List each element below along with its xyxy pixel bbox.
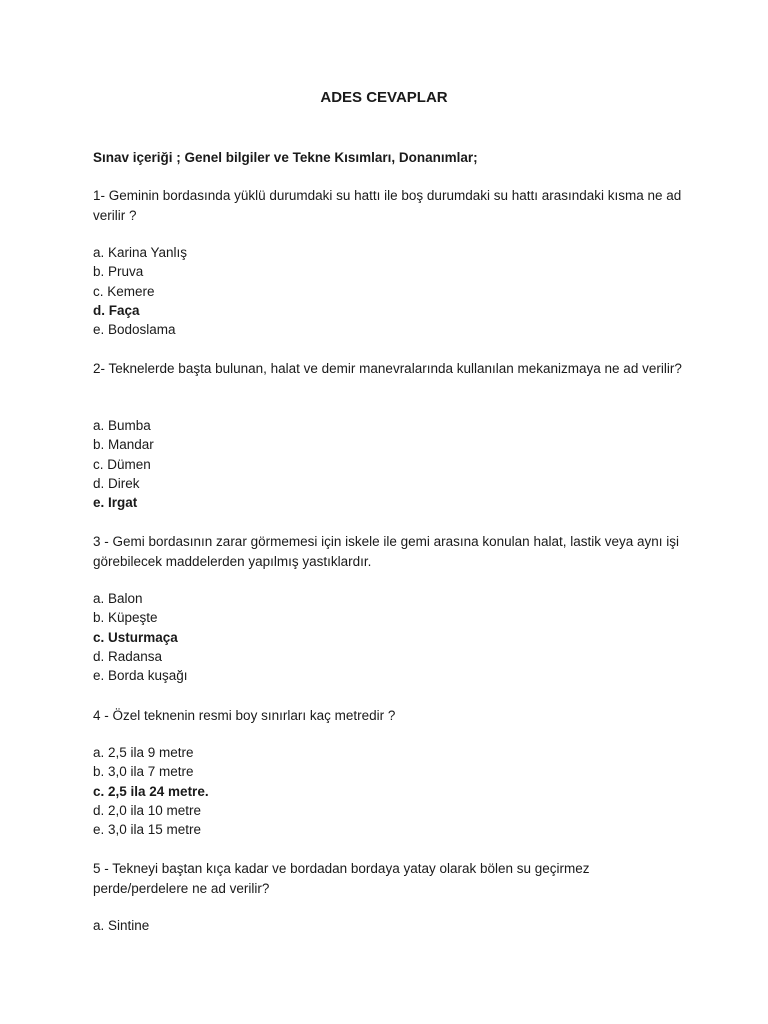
answer-option: d. Direk [93,475,140,491]
answer-option: e. Bodoslama [93,322,176,338]
answer-option: a. Sintine [93,918,150,933]
correct-answer-option: d. Faça [93,302,140,318]
answer-option: c. Kemere [93,283,155,299]
question-3-text: 3 - Gemi bordasının zarar görmemesi için iskele ile gemi arasına konulan halat, lastik veya aynı işi görebilecek maddelerden yapılmış yastıklardır. [93,534,680,569]
question-3-options [93,589,188,685]
question-1-options [93,243,187,339]
question-4-text: 4 - Özel teknenin resmi boy sınırları kaç metredir ? [93,708,396,723]
correct-answer-option: e. Irgat [93,495,138,511]
question-2-options [93,416,154,512]
answer-option: b. Küpeşte [93,610,158,626]
question-2-text: 2- Teknelerde başta bulunan, halat ve demir manevralarında kullanılan mekanizmaya ne ad verilir? [93,361,682,376]
answer-option: a. 2,5 ila 9 metre [93,745,194,760]
question-1-text: 1- Geminin bordasında yüklü durumdaki su hattı ile boş durumdaki su hattı arasındaki kısma ne ad verilir ? [93,188,682,223]
answer-option: b. Pruva [93,264,144,280]
correct-answer-option: c. 2,5 ila 24 metre. [93,783,209,799]
answer-option: d. Radansa [93,648,163,664]
answer-option: d. 2,0 ila 10 metre [93,802,202,818]
answer-option: e. Borda kuşağı [93,668,188,684]
answer-option: e. 3,0 ila 15 metre [93,822,202,838]
answer-option: a. Bumba [93,418,151,433]
answer-option: b. 3,0 ila 7 metre [93,764,194,780]
exam-content-heading: Sınav içeriği ; Genel bilgiler ve Tekne Kısımları, Donanımlar; [93,150,478,165]
question-4-options [93,743,209,839]
answer-option: a. Balon [93,591,143,606]
answer-option: c. Dümen [93,456,151,472]
question-5-options [93,916,149,935]
document-title: ADES CEVAPLAR [320,89,448,106]
correct-answer-option: c. Usturmaça [93,629,178,645]
answer-option: a. Karina Yanlış [93,245,188,260]
question-5-text: 5 - Tekneyi baştan kıça kadar ve bordadan bordaya yatay olarak bölen su geçirmez perde/perdelere ne ad verilir? [93,861,590,896]
answer-option: b. Mandar [93,437,154,453]
